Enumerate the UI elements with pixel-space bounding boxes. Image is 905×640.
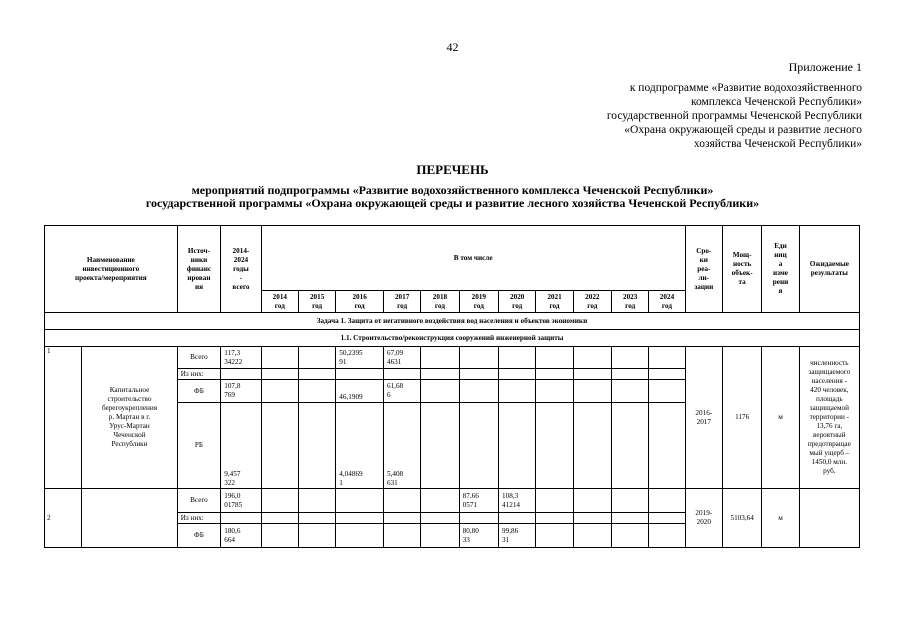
- cell-2019: 80,80 33: [459, 524, 498, 548]
- row-number: 1: [45, 347, 82, 489]
- appendix-line: «Охрана окружающей среды и развитие лесного: [624, 123, 862, 136]
- header-year-2022: 2022 год: [573, 291, 611, 313]
- source-fb: ФБ: [177, 380, 221, 403]
- cell-total: 117,3 34222: [221, 347, 261, 369]
- page-number: 42: [446, 40, 459, 54]
- header-results: Ожидаемые результаты: [799, 226, 859, 313]
- header-name: Наименование инвестиционного проекта/мероприятия: [45, 226, 178, 313]
- header-year-2015: 2015 год: [298, 291, 335, 313]
- cell-2022: [573, 347, 611, 369]
- cell-2020: [499, 347, 536, 369]
- cell-2020: 108,3 41214: [499, 489, 536, 513]
- cell-2023: [612, 347, 649, 369]
- header-capacity: Мощ- ность объек- та: [722, 226, 761, 313]
- header-year-2024: 2024 год: [649, 291, 685, 313]
- header-year-2014: 2014 год: [261, 291, 298, 313]
- document-subtitle: [0, 184, 905, 211]
- cell-period: 2019- 2020: [685, 489, 722, 548]
- header-unit: Еди ниц а изме рени я: [762, 226, 799, 313]
- header-total: 2014- 2024 годы - всего: [221, 226, 261, 313]
- cell-results: численность защищаемого населения - 420 человек, площадь защищаемой территории - 13,76 га, вероятный предотвращае мый ущерб – 1450,0 млн. руб.: [799, 347, 859, 489]
- row-name: [82, 489, 177, 548]
- source-vsego: Всего: [177, 347, 221, 369]
- cell-unit: м: [762, 489, 799, 548]
- cell-2019: 87,66 0571: [459, 489, 498, 513]
- cell-2016: 46,1909: [336, 380, 384, 403]
- cell-total: 9,457 322: [221, 403, 261, 489]
- cell-total: 180,6 664: [221, 524, 261, 548]
- header-period: Сро- ки реа- ли- зации: [685, 226, 722, 313]
- cell-2016: 50,2395 91: [336, 347, 384, 369]
- table-row: [45, 347, 860, 369]
- task-row: Задача 1. Защита от негативного воздействия вод населения и объектов экономики: [45, 313, 860, 330]
- cell-period: 2016- 2017: [685, 347, 722, 489]
- header-including: В том числе: [261, 226, 685, 291]
- cell-2019: [459, 347, 498, 369]
- header-year-2018: 2018 год: [421, 291, 459, 313]
- table-row: [45, 489, 860, 513]
- appendix-line: государственной программы Чеченской Республики: [606, 109, 862, 122]
- row-number: 2: [45, 489, 82, 548]
- cell-2015: [298, 347, 335, 369]
- source-iz-nih: Из них:: [177, 513, 221, 524]
- subtask-row: 1.1. Строительство/реконструкция сооружений инженерной защиты: [45, 330, 860, 347]
- appendix-block: [607, 60, 862, 151]
- source-vsego: Всего: [177, 489, 221, 513]
- appendix-heading: Приложение 1: [788, 60, 862, 74]
- cell-2016: 4,04869 1: [336, 403, 384, 489]
- header-year-2021: 2021 год: [536, 291, 573, 313]
- cell-capacity: 5103,64: [722, 489, 761, 548]
- row-name: Капитальное строительство берегоукрепления р. Мартан в г. Урус-Мартан Чеченской Республики: [82, 347, 177, 489]
- header-source: Источ- ники финанс ирован ия: [177, 226, 221, 313]
- header-year-2017: 2017 год: [383, 291, 420, 313]
- cell-2021: [536, 347, 573, 369]
- header-year-2020: 2020 год: [499, 291, 536, 313]
- measures-table: [44, 225, 860, 548]
- appendix-line: комплекса Чеченской Республики»: [691, 96, 862, 109]
- cell-2017: 5,408 631: [383, 403, 420, 489]
- cell-2017: 61,68 6: [383, 380, 420, 403]
- source-rb: РБ: [177, 403, 221, 489]
- appendix-line: к подпрограмме «Развитие водохозяйственного: [629, 82, 862, 95]
- source-fb: ФБ: [177, 524, 221, 548]
- subtitle-line: мероприятий подпрограммы «Развитие водохозяйственного комплекса Чеченской Республики»: [191, 183, 714, 197]
- header-year-2023: 2023 год: [612, 291, 649, 313]
- cell-2020: 99,86 31: [499, 524, 536, 548]
- cell-capacity: 1176: [722, 347, 761, 489]
- cell-results: [799, 489, 859, 548]
- header-year-2019: 2019 год: [459, 291, 498, 313]
- subtitle-line: государственной программы «Охрана окружающей среды и развитие лесного хозяйства Чеченской Республики»: [145, 196, 760, 211]
- document-title: ПЕРЕЧЕНЬ: [416, 162, 489, 177]
- cell-unit: м: [762, 347, 799, 489]
- appendix-line: хозяйства Чеченской Республики»: [693, 137, 862, 150]
- header-year-2016: 2016 год: [336, 291, 384, 313]
- cell-2014: [261, 347, 298, 369]
- cell-2018: [421, 347, 459, 369]
- source-iz-nih: Из них:: [177, 369, 221, 380]
- cell-2024: [649, 347, 685, 369]
- cell-2017: 67,09 4631: [383, 347, 420, 369]
- cell-total: 107,8 769: [221, 380, 261, 403]
- title-block: [0, 162, 905, 211]
- cell-total: 196,0 01785: [221, 489, 261, 513]
